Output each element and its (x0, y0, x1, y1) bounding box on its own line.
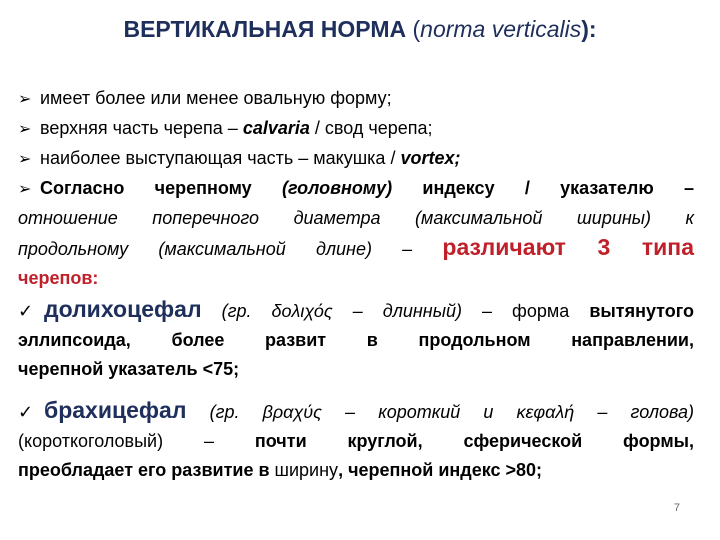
dolicho-line-2: эллипсоида, более развит в продольном направлении, (18, 330, 694, 350)
bullet-2-post: / свод черепа; (309, 118, 433, 138)
title-paren-close: ): (581, 16, 597, 42)
bullet-1 (18, 84, 694, 114)
bullet-2-text: верхняя часть черепа – (40, 118, 243, 138)
title-main: ВЕРТИКАЛЬНАЯ НОРМА (123, 16, 407, 42)
dolicho-line-3: черепной указатель <75; (18, 359, 240, 379)
spacer (18, 384, 694, 396)
brachy-line-2 (18, 427, 694, 456)
index-bullet-line-4: черепов: (18, 268, 99, 288)
bullet-1-text: имеет более или менее овальную форму; (40, 88, 392, 108)
brachy-line-3-normal: ширину (274, 460, 339, 480)
dolicho-post-bold: вытянутого (589, 301, 694, 321)
brachy-line-1 (18, 396, 694, 427)
brachy-etymology: (гр. βραχύς – короткий и κεφαλή – голова) (209, 402, 694, 422)
index-line-1-pre: Согласно черепному (40, 178, 282, 198)
brachy-line-2-bold: почти круглой, сферической формы, (254, 431, 695, 451)
index-line-3-italic: продольному (максимальной длине) – (18, 239, 413, 259)
brachy-term: брахицефал (44, 397, 187, 423)
arrow-bullet-icon: ➢ (18, 121, 32, 138)
index-bullet-line-3 (18, 233, 694, 264)
check-icon: ✓ (18, 301, 34, 321)
index-bullet-line-2: отношение поперечного диаметра (максимальной ширины) к (18, 208, 694, 228)
bullet-3-text: наиболее выступающая часть – макушка / (40, 148, 401, 168)
arrow-bullet-icon: ➢ (18, 181, 32, 198)
dolicho-line-1 (18, 295, 694, 326)
dolicho-post: – форма (461, 301, 590, 321)
check-icon: ✓ (18, 402, 34, 422)
brachy-line-3-bold-1: преобладает его развитие в (18, 460, 275, 480)
bullet-2 (18, 114, 694, 144)
bullet-3-latin: vortex; (400, 148, 461, 168)
bullet-3 (18, 144, 694, 174)
brachy-line-2-pre: (короткоголовый) – (18, 431, 255, 451)
dolicho-etymology: (гр. δολιχός – длинный) (201, 301, 462, 321)
index-line-1-emph: (головному) (281, 178, 393, 198)
title-latin: norma verticalis (420, 16, 582, 42)
bullet-2-latin: calvaria (242, 118, 310, 138)
dolicho-term: долихоцефал (44, 296, 202, 322)
index-bullet-line-1 (18, 174, 694, 204)
title-paren-open: ( (406, 16, 421, 42)
arrow-bullet-icon: ➢ (18, 151, 32, 168)
slide-title (0, 16, 720, 43)
brachy-line-3-bold-2: , черепной индекс >80; (338, 460, 543, 480)
brachy-line-3 (18, 456, 694, 485)
slide-content (18, 84, 694, 485)
page-number: 7 (673, 502, 680, 514)
index-line-3-highlight: различают 3 типа (442, 234, 694, 260)
index-line-1-post: индексу / указателю – (392, 178, 694, 198)
arrow-bullet-icon: ➢ (18, 91, 32, 108)
